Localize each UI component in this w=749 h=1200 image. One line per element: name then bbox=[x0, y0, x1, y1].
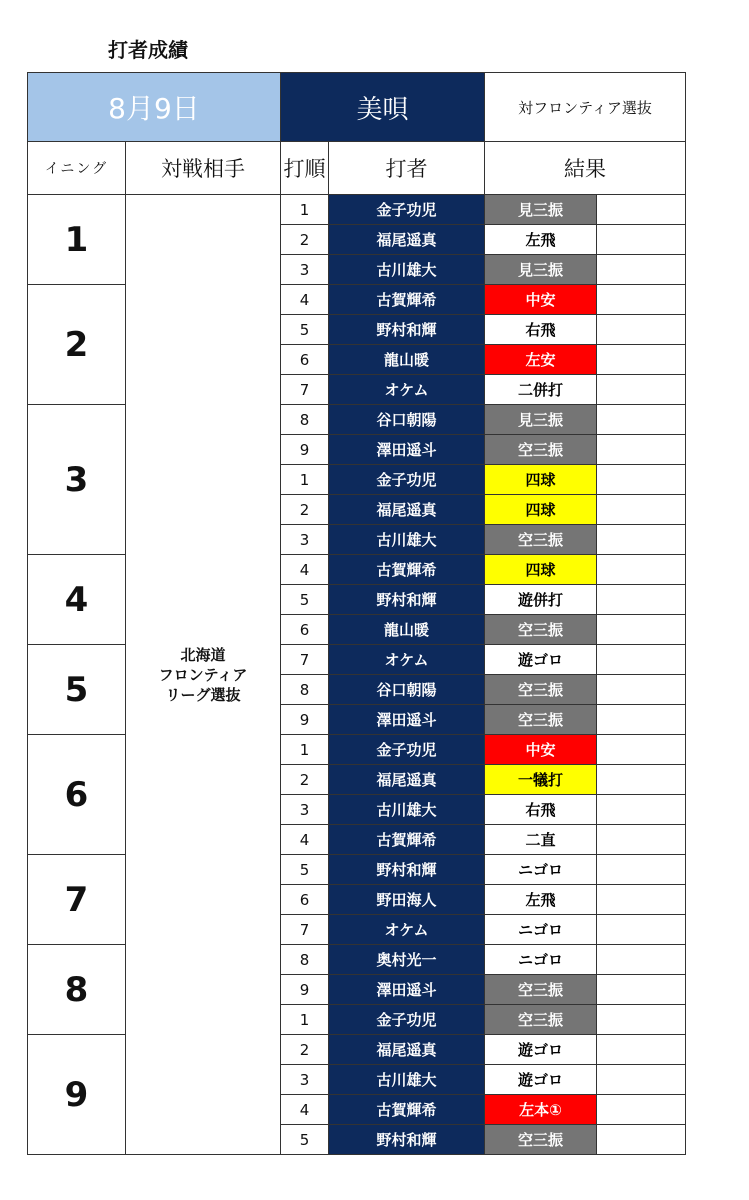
at-bat-result: 四球 bbox=[485, 465, 597, 495]
batter-name: 古川雄大 bbox=[329, 1065, 485, 1095]
at-bat-result: 左飛 bbox=[485, 885, 597, 915]
batting-order: 6 bbox=[281, 615, 329, 645]
batter-name: オケム bbox=[329, 915, 485, 945]
inning-number: 4 bbox=[28, 555, 126, 645]
batting-order: 7 bbox=[281, 375, 329, 405]
inning-number: 8 bbox=[28, 945, 126, 1035]
blank-cell bbox=[597, 375, 686, 405]
at-bat-result: 空三振 bbox=[485, 435, 597, 465]
batting-order: 9 bbox=[281, 705, 329, 735]
batter-name: 金子功児 bbox=[329, 195, 485, 225]
page-title: 打者成績 bbox=[108, 38, 188, 62]
blank-cell bbox=[597, 1065, 686, 1095]
at-bat-result: 二直 bbox=[485, 825, 597, 855]
inning-number: 6 bbox=[28, 735, 126, 855]
blank-cell bbox=[597, 945, 686, 975]
blank-cell bbox=[597, 825, 686, 855]
inning-number: 5 bbox=[28, 645, 126, 735]
at-bat-result: 空三振 bbox=[485, 615, 597, 645]
batter-name: 野田海人 bbox=[329, 885, 485, 915]
batting-order: 2 bbox=[281, 225, 329, 255]
at-bat-result: 空三振 bbox=[485, 975, 597, 1005]
batting-order: 4 bbox=[281, 825, 329, 855]
batter-name: 福尾遥真 bbox=[329, 225, 485, 255]
opponent-label: 対フロンティア選抜 bbox=[485, 73, 686, 142]
at-bat-result: 左本① bbox=[485, 1095, 597, 1125]
batter-name: 古賀輝希 bbox=[329, 1095, 485, 1125]
inning-number: 1 bbox=[28, 195, 126, 285]
batter-name: 金子功児 bbox=[329, 465, 485, 495]
blank-cell bbox=[597, 855, 686, 885]
blank-cell bbox=[597, 555, 686, 585]
batter-name: 龍山暖 bbox=[329, 345, 485, 375]
at-bat-result: 右飛 bbox=[485, 315, 597, 345]
blank-cell bbox=[597, 315, 686, 345]
batter-name: 奥村光一 bbox=[329, 945, 485, 975]
batter-name: 金子功児 bbox=[329, 1005, 485, 1035]
at-bat-result: 空三振 bbox=[485, 1005, 597, 1035]
batter-name: 金子功児 bbox=[329, 735, 485, 765]
game-date: 8月9日 bbox=[28, 73, 281, 142]
blank-cell bbox=[597, 525, 686, 555]
opponent-name: 北海道 フロンティア リーグ選抜 bbox=[126, 195, 281, 1155]
blank-cell bbox=[597, 435, 686, 465]
blank-cell bbox=[597, 1035, 686, 1065]
at-bat-result: ニゴロ bbox=[485, 945, 597, 975]
batter-name: 福尾遥真 bbox=[329, 495, 485, 525]
blank-cell bbox=[597, 345, 686, 375]
blank-cell bbox=[597, 885, 686, 915]
batter-name: 福尾遥真 bbox=[329, 765, 485, 795]
batter-name: 古賀輝希 bbox=[329, 825, 485, 855]
batting-order: 8 bbox=[281, 675, 329, 705]
blank-cell bbox=[597, 915, 686, 945]
batting-order: 3 bbox=[281, 525, 329, 555]
batter-name: 野村和輝 bbox=[329, 855, 485, 885]
blank-cell bbox=[597, 675, 686, 705]
batter-name: 古賀輝希 bbox=[329, 555, 485, 585]
at-bat-result: 一犠打 bbox=[485, 765, 597, 795]
batting-order: 2 bbox=[281, 495, 329, 525]
at-bat-result: ニゴロ bbox=[485, 855, 597, 885]
blank-cell bbox=[597, 195, 686, 225]
batting-results-table bbox=[27, 72, 686, 1155]
batting-order: 9 bbox=[281, 435, 329, 465]
batter-name: 澤田遥斗 bbox=[329, 435, 485, 465]
batting-order: 1 bbox=[281, 465, 329, 495]
batting-order: 3 bbox=[281, 795, 329, 825]
batter-name: 古川雄大 bbox=[329, 525, 485, 555]
at-bat-result: 遊ゴロ bbox=[485, 1065, 597, 1095]
blank-cell bbox=[597, 735, 686, 765]
batting-order: 1 bbox=[281, 1005, 329, 1035]
batting-order: 3 bbox=[281, 255, 329, 285]
blank-cell bbox=[597, 765, 686, 795]
at-bat-result: 四球 bbox=[485, 495, 597, 525]
batting-order: 8 bbox=[281, 405, 329, 435]
batting-order: 2 bbox=[281, 765, 329, 795]
blank-cell bbox=[597, 1125, 686, 1155]
table-row bbox=[28, 195, 686, 225]
at-bat-result: 右飛 bbox=[485, 795, 597, 825]
at-bat-result: 見三振 bbox=[485, 255, 597, 285]
at-bat-result: 左飛 bbox=[485, 225, 597, 255]
batter-name: 野村和輝 bbox=[329, 1125, 485, 1155]
batting-order: 5 bbox=[281, 1125, 329, 1155]
batting-order: 1 bbox=[281, 735, 329, 765]
batter-name: 野村和輝 bbox=[329, 585, 485, 615]
blank-cell bbox=[597, 225, 686, 255]
blank-cell bbox=[597, 495, 686, 525]
column-header-row bbox=[28, 142, 686, 195]
col-header-order: 打順 bbox=[281, 142, 329, 195]
at-bat-result: 空三振 bbox=[485, 525, 597, 555]
at-bat-result: 見三振 bbox=[485, 195, 597, 225]
batting-order: 2 bbox=[281, 1035, 329, 1065]
team-name: 美唄 bbox=[281, 73, 485, 142]
at-bat-result: 四球 bbox=[485, 555, 597, 585]
batter-name: 福尾遥真 bbox=[329, 1035, 485, 1065]
blank-cell bbox=[597, 255, 686, 285]
batter-name: 野村和輝 bbox=[329, 315, 485, 345]
batting-order: 6 bbox=[281, 345, 329, 375]
batting-order: 4 bbox=[281, 285, 329, 315]
blank-cell bbox=[597, 1005, 686, 1035]
col-header-result: 結果 bbox=[485, 142, 686, 195]
blank-cell bbox=[597, 645, 686, 675]
inning-number: 9 bbox=[28, 1035, 126, 1155]
inning-number: 2 bbox=[28, 285, 126, 405]
batting-order: 8 bbox=[281, 945, 329, 975]
blank-cell bbox=[597, 585, 686, 615]
inning-number: 3 bbox=[28, 405, 126, 555]
at-bat-result: 遊ゴロ bbox=[485, 1035, 597, 1065]
batter-name: 龍山暖 bbox=[329, 615, 485, 645]
batting-order: 4 bbox=[281, 1095, 329, 1125]
batter-name: オケム bbox=[329, 375, 485, 405]
at-bat-result: ニゴロ bbox=[485, 915, 597, 945]
at-bat-result: 空三振 bbox=[485, 1125, 597, 1155]
batter-name: オケム bbox=[329, 645, 485, 675]
batting-order: 9 bbox=[281, 975, 329, 1005]
batter-name: 澤田遥斗 bbox=[329, 705, 485, 735]
blank-cell bbox=[597, 405, 686, 435]
col-header-opponent: 対戦相手 bbox=[126, 142, 281, 195]
batter-name: 澤田遥斗 bbox=[329, 975, 485, 1005]
batting-order: 1 bbox=[281, 195, 329, 225]
blank-cell bbox=[597, 615, 686, 645]
header-row bbox=[28, 73, 686, 142]
blank-cell bbox=[597, 465, 686, 495]
batting-order: 3 bbox=[281, 1065, 329, 1095]
batting-order: 5 bbox=[281, 315, 329, 345]
blank-cell bbox=[597, 705, 686, 735]
batting-order: 5 bbox=[281, 855, 329, 885]
at-bat-result: 中安 bbox=[485, 285, 597, 315]
batting-order: 7 bbox=[281, 645, 329, 675]
batter-name: 谷口朝陽 bbox=[329, 675, 485, 705]
at-bat-result: 二併打 bbox=[485, 375, 597, 405]
batting-order: 7 bbox=[281, 915, 329, 945]
blank-cell bbox=[597, 795, 686, 825]
col-header-inning: イニング bbox=[28, 142, 126, 195]
batter-name: 古川雄大 bbox=[329, 795, 485, 825]
at-bat-result: 左安 bbox=[485, 345, 597, 375]
batter-name: 谷口朝陽 bbox=[329, 405, 485, 435]
at-bat-result: 遊ゴロ bbox=[485, 645, 597, 675]
blank-cell bbox=[597, 285, 686, 315]
blank-cell bbox=[597, 975, 686, 1005]
batter-name: 古賀輝希 bbox=[329, 285, 485, 315]
at-bat-result: 遊併打 bbox=[485, 585, 597, 615]
at-bat-result: 中安 bbox=[485, 735, 597, 765]
at-bat-result: 空三振 bbox=[485, 705, 597, 735]
batting-order: 4 bbox=[281, 555, 329, 585]
col-header-batter: 打者 bbox=[329, 142, 485, 195]
inning-number: 7 bbox=[28, 855, 126, 945]
at-bat-result: 見三振 bbox=[485, 405, 597, 435]
batter-name: 古川雄大 bbox=[329, 255, 485, 285]
blank-cell bbox=[597, 1095, 686, 1125]
at-bat-result: 空三振 bbox=[485, 675, 597, 705]
batting-order: 5 bbox=[281, 585, 329, 615]
batting-order: 6 bbox=[281, 885, 329, 915]
